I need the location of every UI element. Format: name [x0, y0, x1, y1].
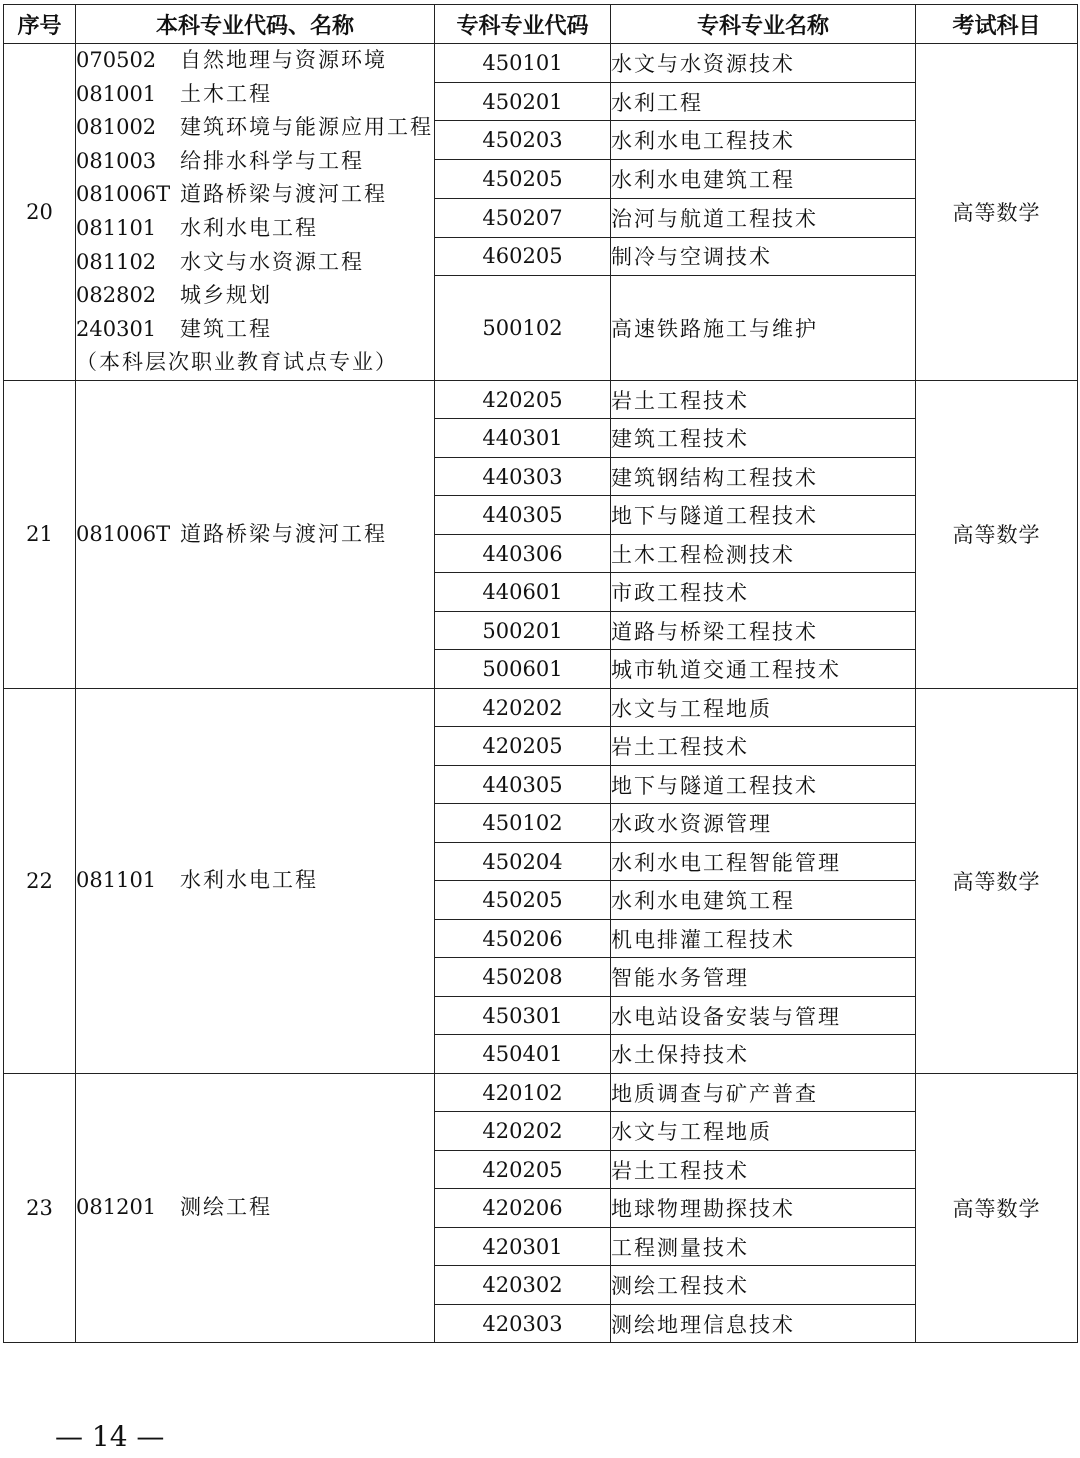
undergrad-code: 081101 [76, 868, 157, 893]
college-name-cell: 岩土工程技术 [611, 727, 916, 766]
college-code-cell: 450207 [435, 198, 611, 237]
college-code-cell: 440305 [435, 765, 611, 804]
college-name-cell: 水利水电工程智能管理 [611, 842, 916, 881]
undergrad-name: 水利水电工程 [180, 215, 318, 240]
undergrad-code: 081001 [76, 81, 157, 106]
college-name-cell: 制冷与空调技术 [611, 237, 916, 276]
college-code-cell: 440301 [435, 419, 611, 458]
college-code-cell: 440303 [435, 457, 611, 496]
undergrad-name: 给排水科学与工程 [180, 148, 364, 173]
college-code-cell: 450205 [435, 160, 611, 199]
college-name-cell: 城市轨道交通工程技术 [611, 650, 916, 689]
college-code-cell: 420205 [435, 380, 611, 419]
college-code-cell: 450208 [435, 958, 611, 997]
college-name-cell: 水利水电建筑工程 [611, 160, 916, 199]
college-name-cell: 水文与工程地质 [611, 688, 916, 727]
undergrad-code: 070502 [76, 48, 157, 72]
college-code-cell: 450206 [435, 919, 611, 958]
college-code-cell: 500102 [435, 276, 611, 381]
undergrad-name: 水利水电工程 [180, 868, 318, 893]
college-name-cell: 水文与水资源技术 [611, 44, 916, 83]
undergrad-cell [76, 1073, 435, 1343]
undergrad-code: 081006T [76, 521, 171, 546]
table-row [4, 44, 1078, 83]
college-code-cell: 420102 [435, 1073, 611, 1112]
table-row [4, 380, 1078, 419]
undergrad-code: 081102 [76, 249, 157, 274]
college-name-cell: 建筑钢结构工程技术 [611, 457, 916, 496]
undergrad-major [76, 313, 434, 347]
college-code-cell: 440305 [435, 496, 611, 535]
undergrad-cell [76, 380, 435, 688]
undergrad-major [76, 44, 434, 78]
college-code-cell: 450401 [435, 1035, 611, 1074]
header-seq: 序号 [4, 5, 76, 44]
college-code-cell: 420205 [435, 727, 611, 766]
undergrad-name: 道路桥梁与渡河工程 [180, 182, 387, 207]
college-code-cell: 460205 [435, 237, 611, 276]
college-code-cell: 450205 [435, 881, 611, 920]
college-code-cell: 420303 [435, 1304, 611, 1343]
table-body [4, 44, 1078, 1343]
college-code-cell: 420302 [435, 1266, 611, 1305]
undergrad-major [76, 178, 434, 212]
seq-cell: 23 [4, 1073, 76, 1343]
undergrad-name: 土木工程 [180, 81, 272, 106]
undergrad-major [76, 518, 434, 552]
college-code-cell: 420202 [435, 1112, 611, 1151]
college-name-cell: 水利水电工程技术 [611, 121, 916, 160]
table-row [4, 1073, 1078, 1112]
seq-cell: 21 [4, 380, 76, 688]
college-code-cell: 500601 [435, 650, 611, 689]
undergrad-cell [76, 688, 435, 1073]
college-name-cell: 智能水务管理 [611, 958, 916, 997]
undergrad-major [76, 279, 434, 313]
college-code-cell: 450101 [435, 44, 611, 83]
undergrad-name: 城乡规划 [180, 283, 272, 308]
college-name-cell: 治河与航道工程技术 [611, 198, 916, 237]
undergrad-major [76, 212, 434, 246]
college-code-cell: 420206 [435, 1189, 611, 1228]
college-name-cell: 水土保持技术 [611, 1035, 916, 1074]
college-name-cell: 岩土工程技术 [611, 1150, 916, 1189]
undergrad-cell [76, 44, 435, 381]
undergrad-code: 081201 [76, 1195, 157, 1220]
undergrad-name: 道路桥梁与渡河工程 [180, 521, 387, 546]
header-undergrad: 本科专业代码、名称 [76, 5, 435, 44]
undergrad-major [76, 1191, 434, 1225]
undergrad-major [76, 145, 434, 179]
page-number: — 14 — [55, 1420, 165, 1453]
header-college-name: 专科专业名称 [611, 5, 916, 44]
header-exam: 考试科目 [916, 5, 1078, 44]
college-name-cell: 水政水资源管理 [611, 804, 916, 843]
header-college-code: 专科专业代码 [435, 5, 611, 44]
undergrad-code: 082802 [76, 283, 157, 308]
college-name-cell: 水利工程 [611, 82, 916, 121]
college-name-cell: 岩土工程技术 [611, 380, 916, 419]
college-code-cell: 450204 [435, 842, 611, 881]
undergrad-code: 081003 [76, 148, 157, 173]
college-name-cell: 地质调查与矿产普查 [611, 1073, 916, 1112]
college-name-cell: 机电排灌工程技术 [611, 919, 916, 958]
undergrad-code: 240301 [76, 316, 157, 341]
college-name-cell: 建筑工程技术 [611, 419, 916, 458]
college-name-cell: 高速铁路施工与维护 [611, 276, 916, 381]
exam-cell: 高等数学 [916, 44, 1078, 381]
college-code-cell: 420205 [435, 1150, 611, 1189]
header-row [4, 5, 1078, 44]
college-name-cell: 市政工程技术 [611, 573, 916, 612]
college-name-cell: 工程测量技术 [611, 1227, 916, 1266]
undergrad-name: 建筑工程 [180, 316, 272, 341]
undergrad-name: 建筑环境与能源应用工程 [180, 115, 433, 140]
undergrad-code: 081101 [76, 215, 157, 240]
college-name-cell: 测绘地理信息技术 [611, 1304, 916, 1343]
college-name-cell: 水利水电建筑工程 [611, 881, 916, 920]
undergrad-name: 水文与水资源工程 [180, 249, 364, 274]
seq-cell: 20 [4, 44, 76, 381]
college-code-cell: 450203 [435, 121, 611, 160]
college-name-cell: 地下与隧道工程技术 [611, 496, 916, 535]
college-code-cell: 450301 [435, 996, 611, 1035]
undergrad-note: （本科层次职业教育试点专业） [76, 350, 398, 375]
undergrad-name: 测绘工程 [180, 1195, 272, 1220]
undergrad-major [76, 78, 434, 112]
college-code-cell: 450201 [435, 82, 611, 121]
college-name-cell: 水电站设备安装与管理 [611, 996, 916, 1035]
college-name-cell: 水文与工程地质 [611, 1112, 916, 1151]
major-table [3, 4, 1078, 1343]
college-name-cell: 地下与隧道工程技术 [611, 765, 916, 804]
college-code-cell: 450102 [435, 804, 611, 843]
undergrad-code: 081002 [76, 115, 157, 140]
undergrad-major [76, 111, 434, 145]
exam-cell: 高等数学 [916, 380, 1078, 688]
table-row [4, 688, 1078, 727]
college-name-cell: 地球物理勘探技术 [611, 1189, 916, 1228]
college-code-cell: 440306 [435, 534, 611, 573]
college-name-cell: 测绘工程技术 [611, 1266, 916, 1305]
college-code-cell: 440601 [435, 573, 611, 612]
college-code-cell: 420202 [435, 688, 611, 727]
exam-cell: 高等数学 [916, 1073, 1078, 1343]
undergrad-major [76, 246, 434, 280]
undergrad-name: 自然地理与资源环境 [180, 48, 387, 72]
college-name-cell: 道路与桥梁工程技术 [611, 611, 916, 650]
seq-cell: 22 [4, 688, 76, 1073]
college-code-cell: 500201 [435, 611, 611, 650]
undergrad-major [76, 864, 434, 898]
exam-cell: 高等数学 [916, 688, 1078, 1073]
college-code-cell: 420301 [435, 1227, 611, 1266]
undergrad-code: 081006T [76, 182, 171, 207]
college-name-cell: 土木工程检测技术 [611, 534, 916, 573]
